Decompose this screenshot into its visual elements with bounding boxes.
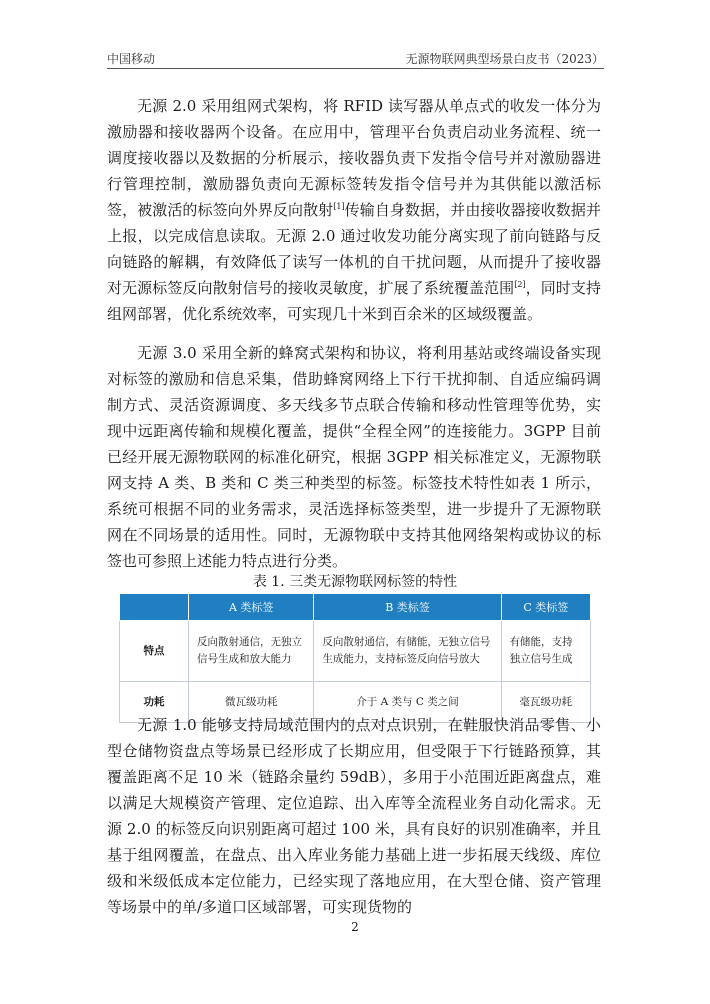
paragraph-text: 传输自身数据，并由接收器接收数据并上报，以完成信息读取。无源 2.0 通过收发功能分离实现了前向链路与反向链路的解耦，有效降低了读写一体机的自干扰问题，从而提升了接收器对无源标签反向散射信号的接收灵敏度，扩展了系统覆盖范围 [107, 201, 601, 297]
table-header-row [120, 594, 591, 621]
tag-characteristics-table [119, 593, 591, 723]
page-number: 2 [351, 920, 359, 934]
header-doc-title: 无源物联网典型场景白皮书（2023） [405, 52, 604, 66]
table-cell: 反向散射通信，无独立信号生成和放大能力 [189, 621, 314, 682]
page-header [107, 50, 604, 70]
citation-2[interactable]: [2] [514, 280, 526, 289]
table-caption: 表 1. 三类无源物联网标签的特性 [252, 574, 458, 590]
table-header-corner [120, 594, 189, 621]
table-cell: 介于 A 类与 C 类之间 [314, 682, 501, 723]
paragraph-wuyuan-1: 无源 1.0 能够支持局域范围内的点对点识别，在鞋服快消品零售、小型仓储物资盘点等场景已经形成了长期应用，但受限于下行链路预算，其覆盖距离不足 10 米（链路余量约 59dB），多用于小范围近距离盘点，难以满足大规模资产管理、定位追踪、出入库等全流程业务自动化需求。无源 2.0 的标签反向识别距离可超过 100 米，具有良好的识别准确率，并且基于组网覆盖，在盘点、出入库业务能力基础上进一步拓展天线级、库位级和米级低成本定位能力，已经实现了落地应用，在大型仓储、资产管理等场景中的单/多道口区域部署，可实现货物的 [107, 716, 601, 916]
table-header-a: A 类标签 [189, 594, 314, 621]
row-header-power: 功耗 [120, 682, 189, 723]
row-header-features: 特点 [120, 621, 189, 682]
paragraph-text: ，同时支持组网部署，优化系统效率，可实现几十米到百余米的区域级覆盖。 [107, 279, 601, 323]
table-row [120, 621, 591, 682]
header-rule [107, 68, 604, 69]
table-cell: 反向散射通信，有储能，无独立信号生成能力，支持标签反向信号放大 [314, 621, 501, 682]
citation-1[interactable]: [1] [333, 202, 345, 211]
paragraph-wuyuan-2 [107, 93, 601, 327]
table-header-b: B 类标签 [314, 594, 501, 621]
table-cell: 毫瓦级功耗 [501, 682, 590, 723]
table-cell: 有储能，支持独立信号生成 [501, 621, 590, 682]
table-cell: 微瓦级功耗 [189, 682, 314, 723]
header-org: 中国移动 [107, 52, 156, 66]
paragraph-text: 无源 2.0 采用组网式架构，将 RFID 读写器从单点式的收发一体分为激励器和接收器两个设备。在应用中，管理平台负责启动业务流程、统一调度接收器以及数据的分析展示，接收器负责下发指令信号并对激励器进行管理控制，激励器负责向无源标签转发指令信号并为其供能以激活标签，被激活的标签向外界反向散射 [107, 97, 601, 219]
paragraph-wuyuan-3: 无源 3.0 采用全新的蜂窝式架构和协议，将利用基站或终端设备实现对标签的激励和信息采集，借助蜂窝网络上下行干扰抑制、自适应编码调制方式、灵活资源调度、多天线多节点联合传输和移动性管理等优势，实现中远距离传输和规模化覆盖，提供“全程全网”的连接能力。3GPP 目前已经开展无源物联网的标准化研究，根据 3GPP 相关标准定义，无源物联网支持 A 类、B 类和 C 类三种类型的标签。标签技术特性如表 1 所示，系统可根据不同的业务需求，灵活选择标签类型，进一步提升了无源物联网在不同场景的适用性。同时，无源物联中支持其他网络架构或协议的标签也可参照上述能力特点进行分类。 [107, 344, 601, 570]
table-header-c: C 类标签 [501, 594, 590, 621]
